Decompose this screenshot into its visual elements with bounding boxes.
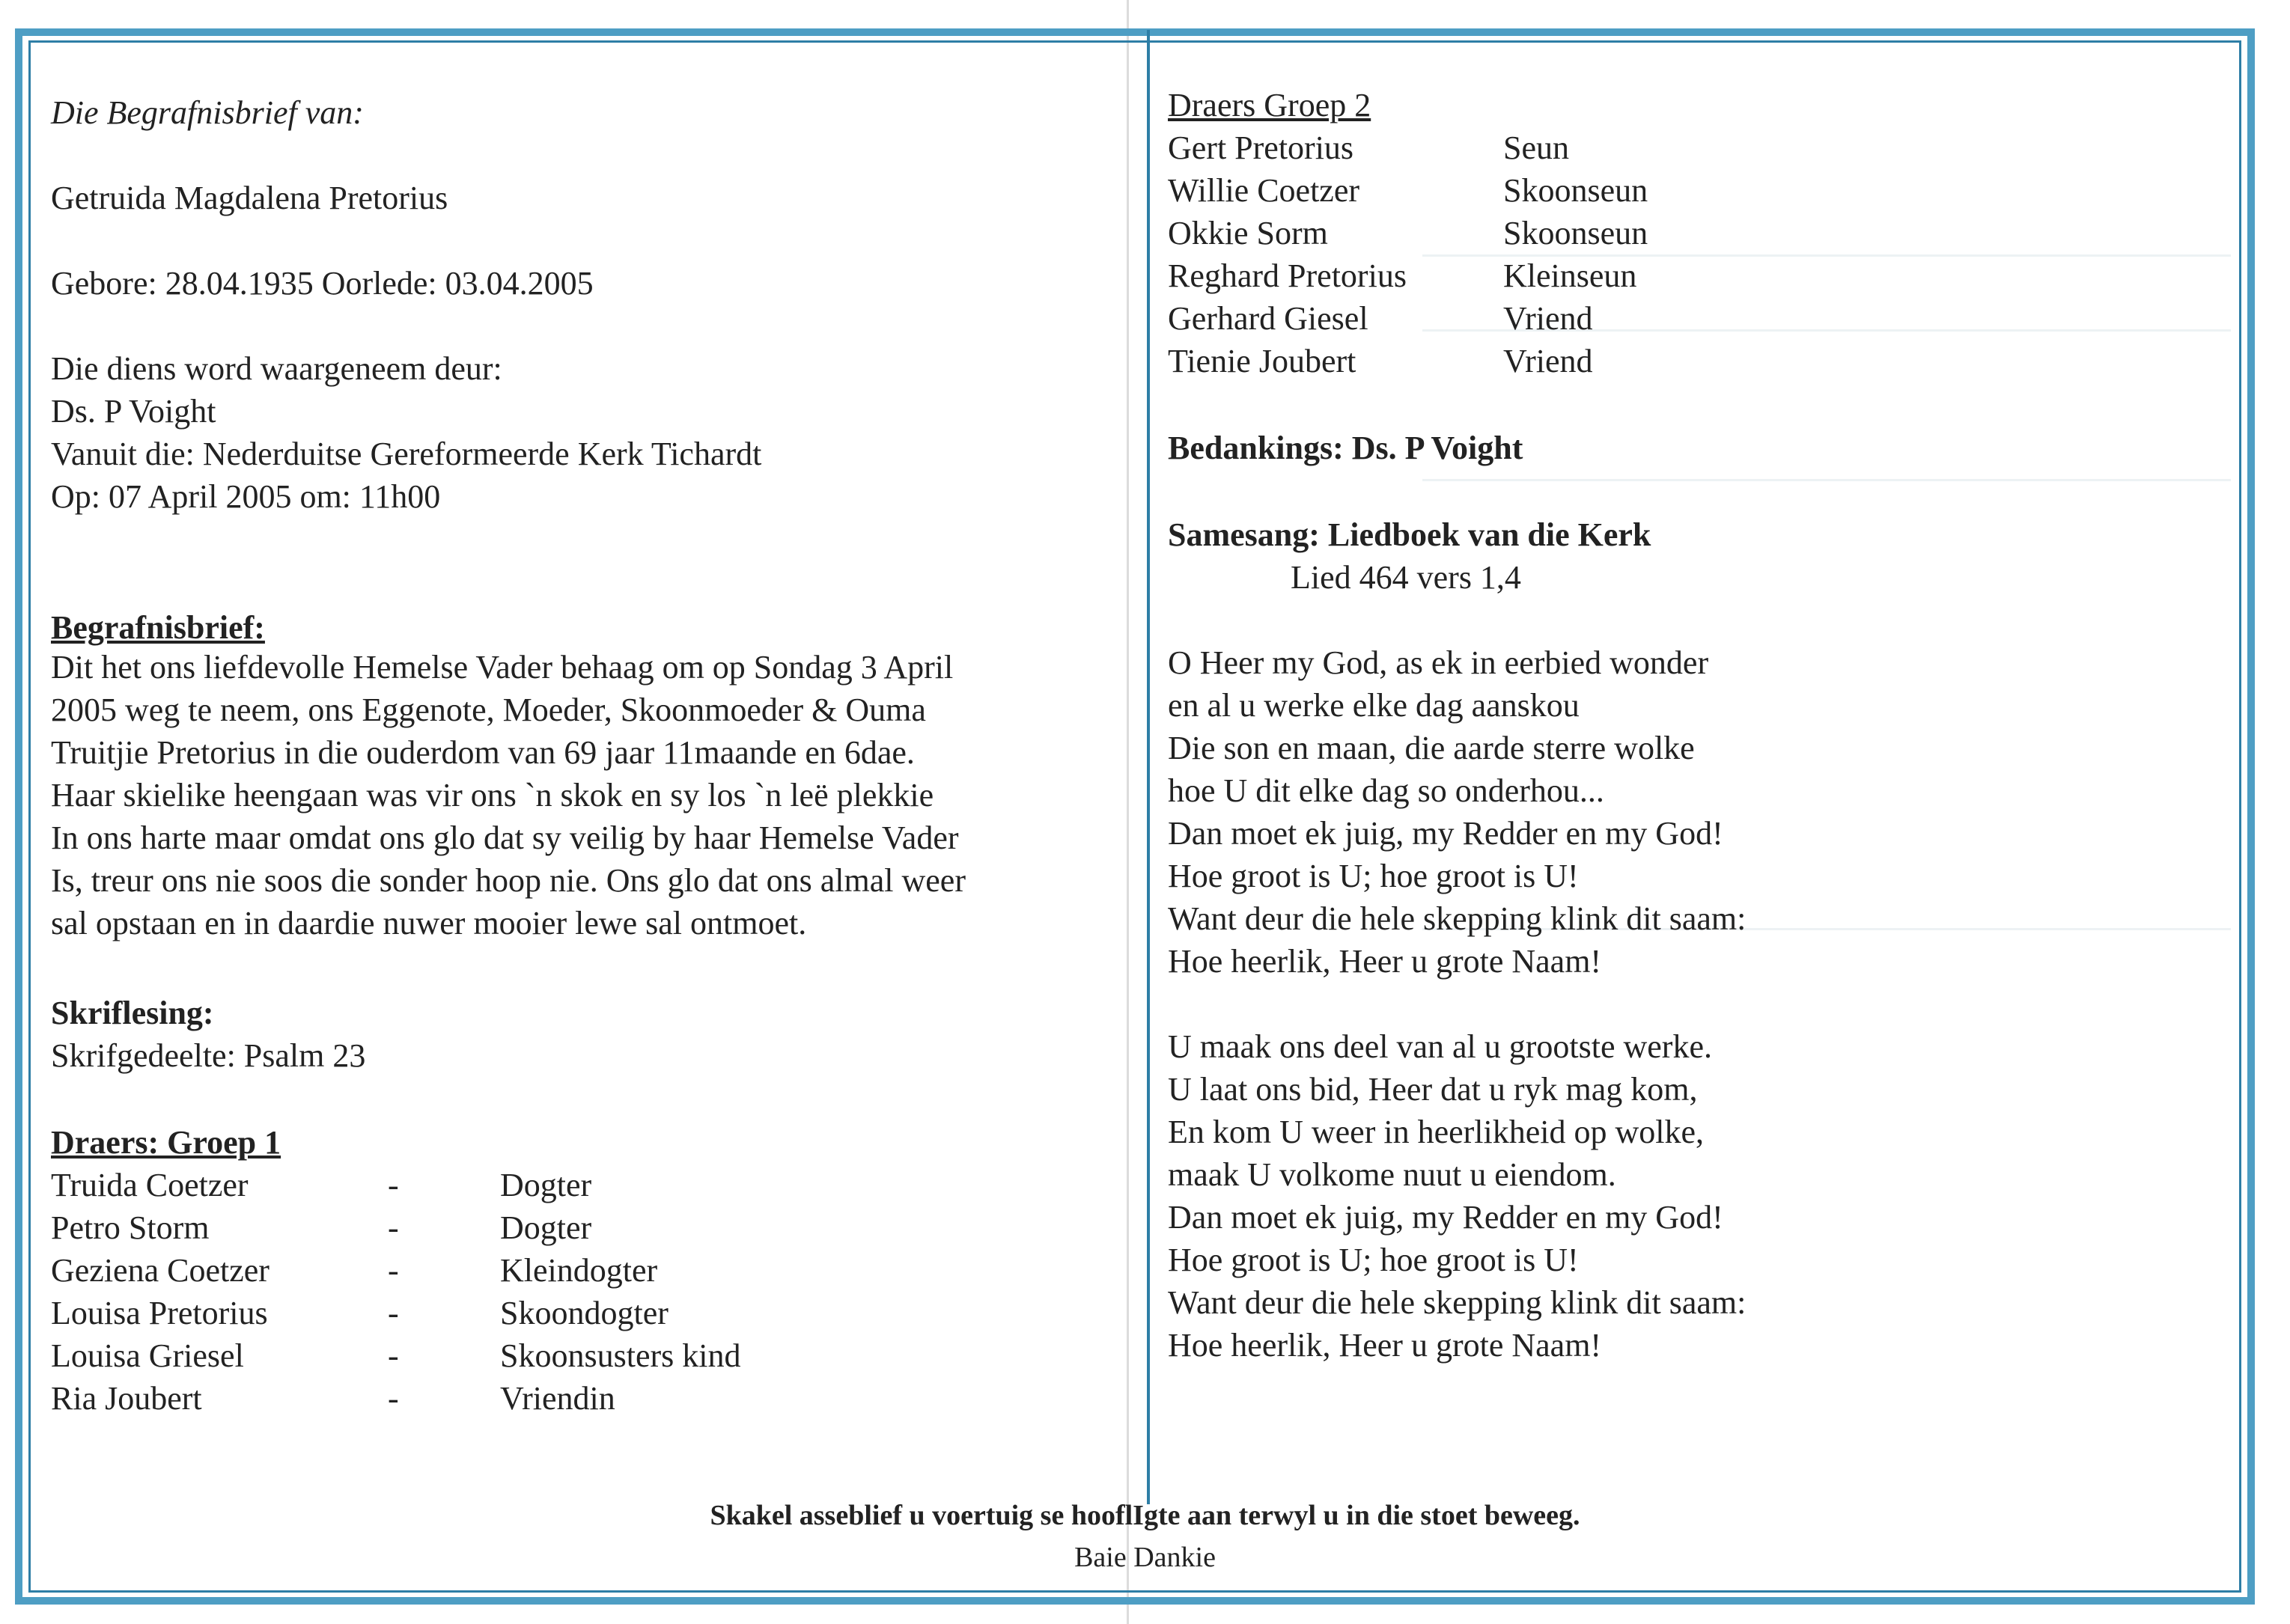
verse-line: U maak ons deel van al u grootste werke. [1168,1028,1712,1065]
bearer-name: Tienie Joubert [1168,343,1356,379]
service-line-1: Die diens word waargeneem deur: [51,350,502,387]
verse-line: Dan moet ek juig, my Redder en my God! [1168,815,1723,852]
verse-line: Dan moet ek juig, my Redder en my God! [1168,1199,1723,1236]
bearer-name: Reghard Pretorius [1168,257,1407,294]
letter-heading: Die Begrafnisbrief van: [51,94,364,131]
verse-line: maak U volkome nuut u eiendom. [1168,1156,1616,1193]
headlights-notice: Skakel asseblief u voertuig se hooflIgte aan terwyl u in die stoet beweeg. [710,1500,1580,1531]
letter-line: In ons harte maar omdat ons glo dat sy veilig by haar Hemelse Vader [51,819,959,856]
bearer-relation: Dogter [500,1209,592,1246]
bearer-relation: Vriend [1503,343,1593,379]
minister-name: Ds. P Voight [51,393,216,430]
show-through-line [1422,479,2231,481]
bearer-name: Louisa Griesel [51,1337,244,1374]
singing-title: Samesang: Liedboek van die Kerk [1168,516,1651,553]
bearer-name: Truida Coetzer [51,1167,249,1203]
bearer-dash: - [388,1252,399,1289]
deceased-name: Getruida Magdalena Pretorius [51,180,448,216]
bearer-name: Willie Coetzer [1168,172,1360,209]
bearer-relation: Skoondogter [500,1295,669,1331]
bearer-relation: Dogter [500,1167,592,1203]
letter-line: Haar skielike heengaan was vir ons `n skok en sy los `n leë plekkie [51,777,934,813]
bearer-relation: Skoonseun [1503,215,1648,251]
letter-line: Dit het ons liefdevolle Hemelse Vader behaag om op Sondag 3 April [51,649,954,686]
letter-line: sal opstaan en in daardie nuwer mooier lewe sal ontmoet. [51,905,807,941]
bearer-relation: Vriendin [500,1380,615,1417]
letter-line: 2005 weg te neem, ons Eggenote, Moeder, Skoonmoeder & Ouma [51,692,926,728]
letter-line: Is, treur ons nie soos die sonder hoop nie. Ons glo dat ons almal weer [51,862,966,899]
life-dates: Gebore: 28.04.1935 Oorlede: 03.04.2005 [51,265,594,302]
verse-line: hoe U dit elke dag so onderhou... [1168,772,1604,809]
verse-line: Hoe heerlik, Heer u grote Naam! [1168,943,1602,980]
letter-title: Begrafnisbrief: [51,609,265,646]
verse-line: En kom U weer in heerlikheid op wolke, [1168,1114,1705,1150]
letter-line: Truitjie Pretorius in die ouderdom van 69 jaar 11maande en 6dae. [51,734,915,771]
bearer-relation: Vriend [1503,300,1593,337]
bearer-dash: - [388,1295,399,1331]
bearer-name: Petro Storm [51,1209,210,1246]
verse-line: Hoe groot is U; hoe groot is U! [1168,858,1579,894]
service-date-time: Op: 07 April 2005 om: 11h00 [51,478,441,515]
column-divider [1147,30,1150,1504]
bearer-relation: Kleindogter [500,1252,658,1289]
reading-text: Skrifgedeelte: Psalm 23 [51,1037,366,1074]
bearer-relation: Skoonseun [1503,172,1648,209]
bearer-dash: - [388,1209,399,1246]
thanks-line: Bedankings: Ds. P Voight [1168,430,1523,466]
reading-title: Skriflesing: [51,995,214,1031]
bearer-dash: - [388,1167,399,1203]
verse-line: Hoe heerlik, Heer u grote Naam! [1168,1327,1602,1364]
verse-line: Want deur die hele skepping klink dit saam: [1168,900,1747,937]
bearer-name: Louisa Pretorius [51,1295,268,1331]
verse-line: U laat ons bid, Heer dat u ryk mag kom, [1168,1071,1698,1108]
bearer-relation: Seun [1503,129,1569,166]
bearer-name: Geziena Coetzer [51,1252,269,1289]
church-name: Vanuit die: Nederduitse Gereformeerde Kerk Tichardt [51,436,762,472]
bearer-name: Ria Joubert [51,1380,202,1417]
bearer-name: Gerhard Giesel [1168,300,1368,337]
thank-you-note: Baie Dankie [1074,1542,1216,1573]
bearer-name: Okkie Sorm [1168,215,1328,251]
verse-line: en al u werke elke dag aanskou [1168,687,1580,724]
group1-title: Draers: Groep 1 [51,1124,281,1161]
verse-line: Die son en maan, die aarde sterre wolke [1168,730,1695,766]
bearer-relation: Skoonsusters kind [500,1337,741,1374]
verse-line: O Heer my God, as ek in eerbied wonder [1168,644,1709,681]
verse-line: Hoe groot is U; hoe groot is U! [1168,1242,1579,1278]
verse-line: Want deur die hele skepping klink dit saam: [1168,1284,1747,1321]
bearer-dash: - [388,1337,399,1374]
bearer-name: Gert Pretorius [1168,129,1354,166]
song-reference: Lied 464 vers 1,4 [1291,559,1521,596]
bearer-relation: Kleinseun [1503,257,1637,294]
group2-title: Draers Groep 2 [1168,87,1371,123]
bearer-dash: - [388,1380,399,1417]
